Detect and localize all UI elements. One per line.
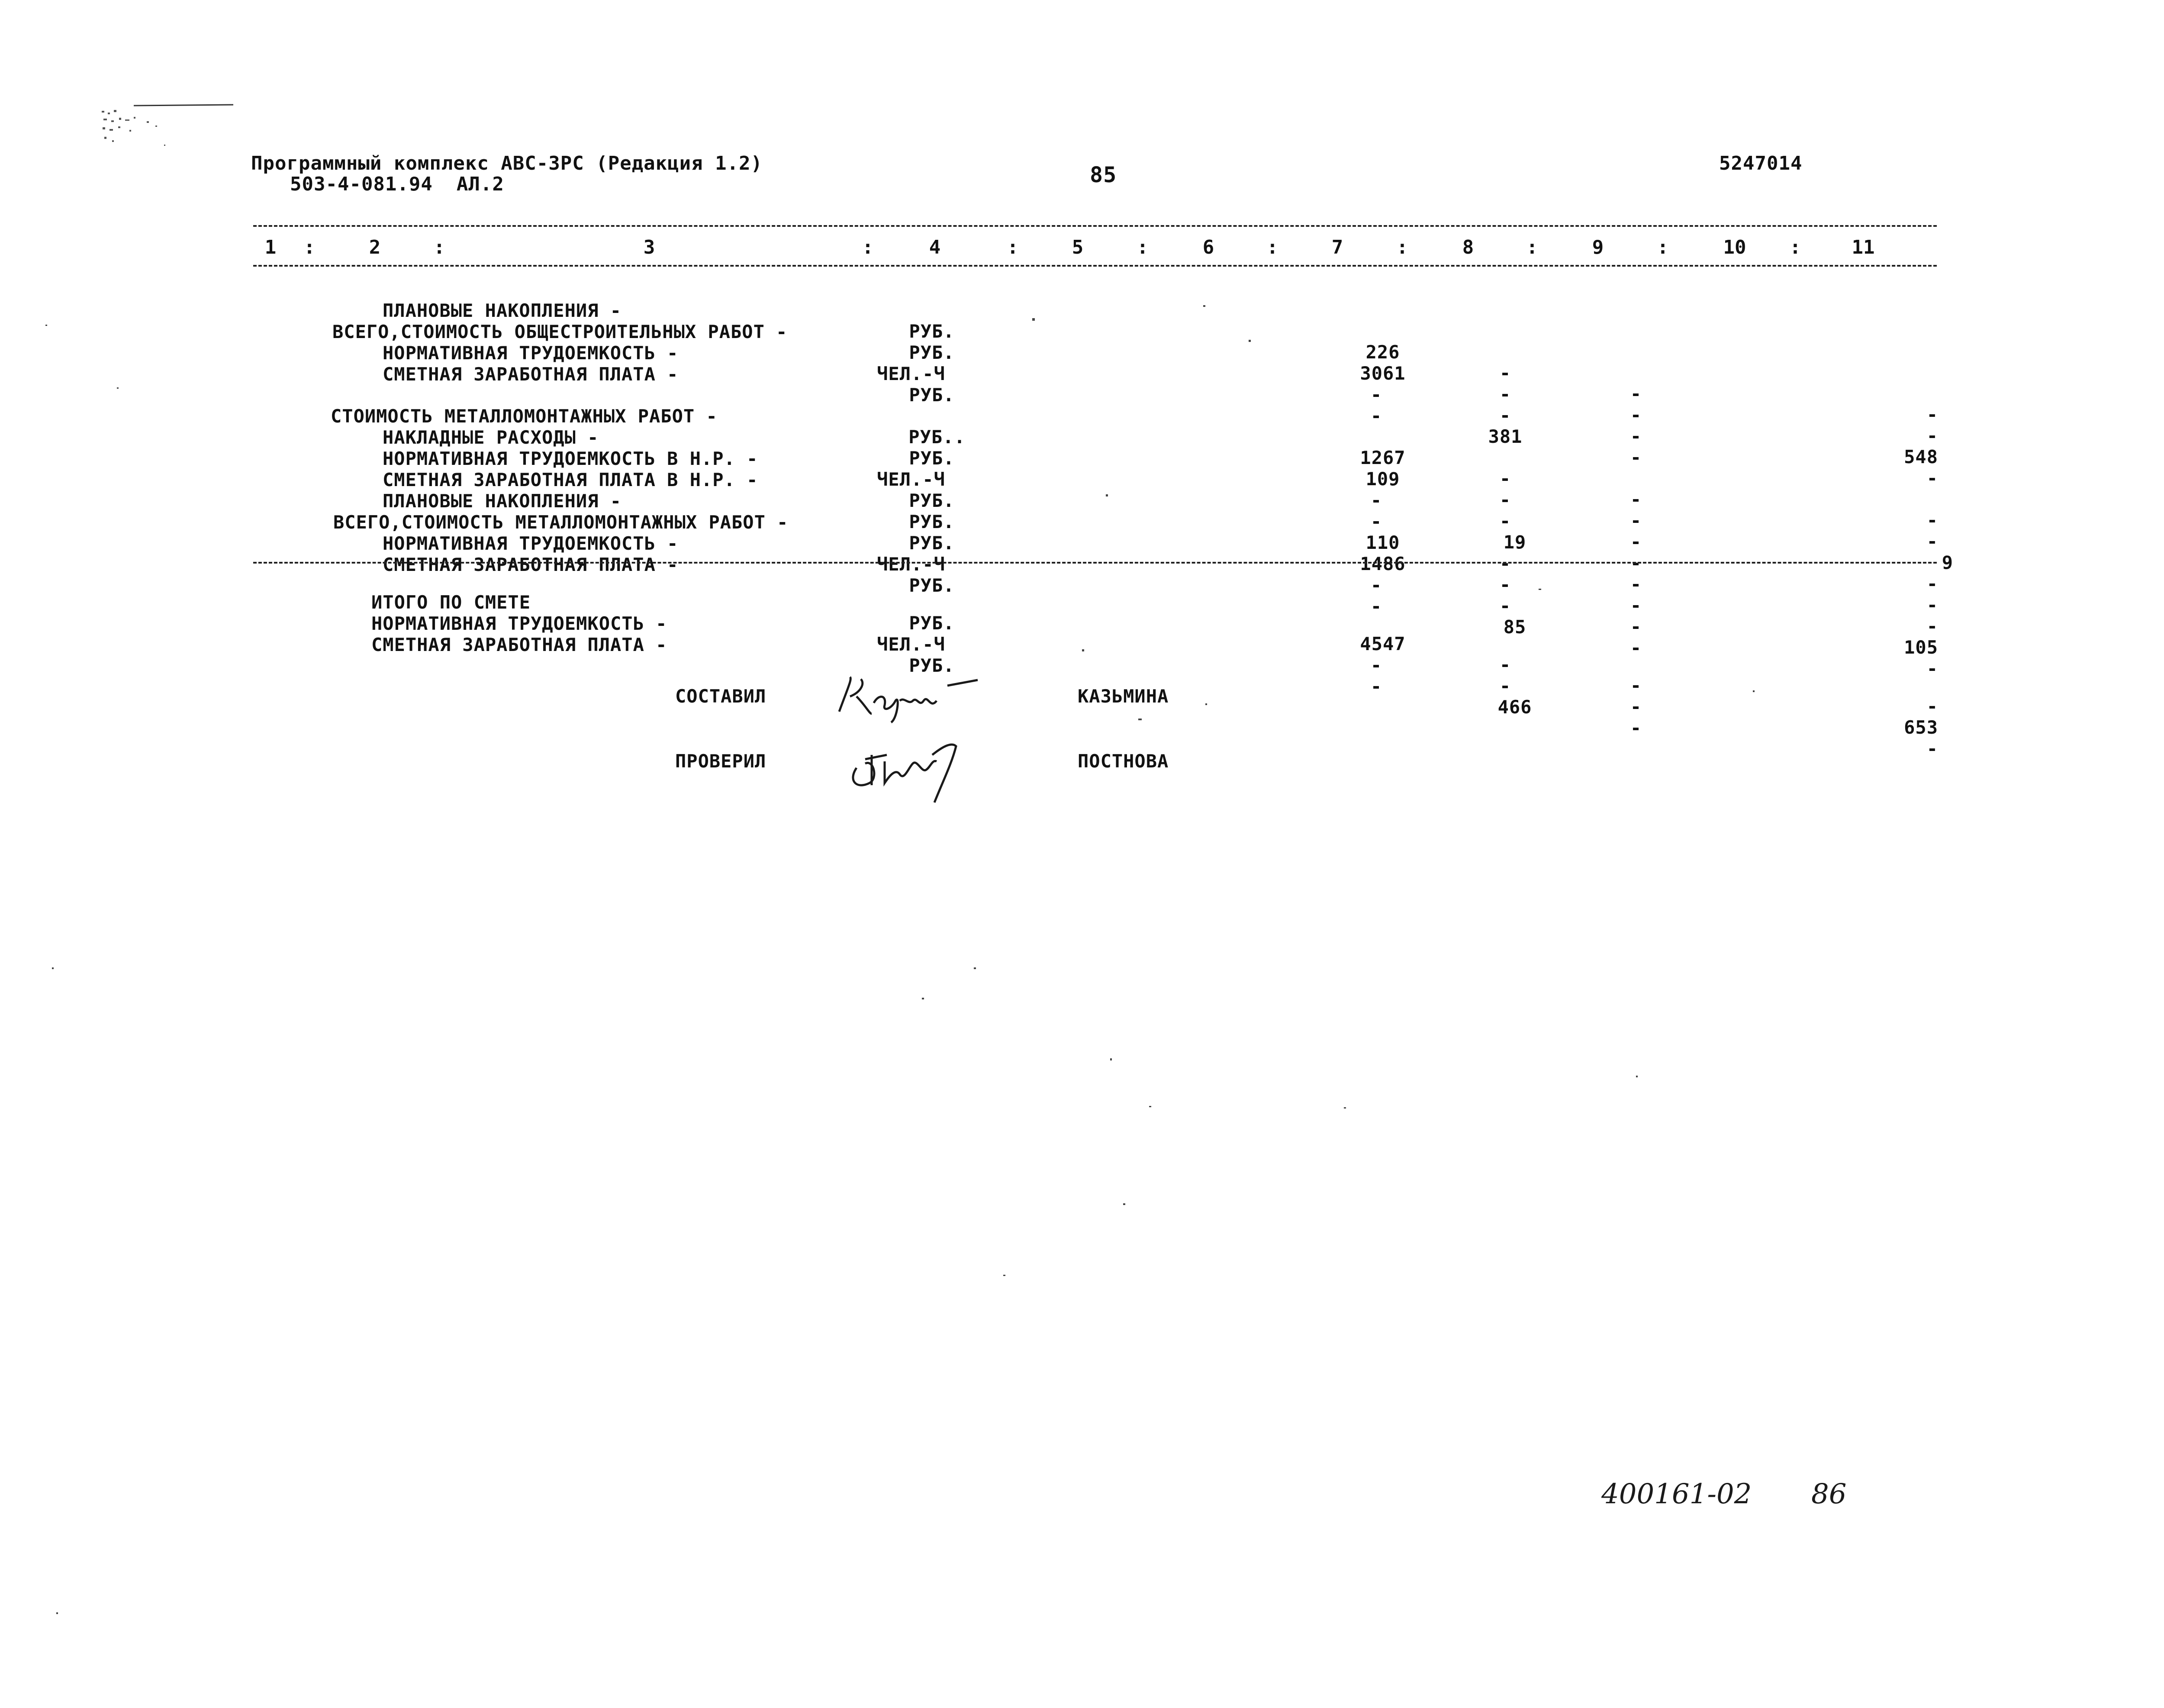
cell-col7: - [1370, 596, 1382, 617]
cell-col8: 85 [1503, 616, 1526, 638]
cell-col8: 19 [1503, 532, 1526, 553]
cell-col9: - [1630, 637, 1642, 658]
cell-col8: - [1499, 654, 1511, 675]
col-num-6: 6 [1202, 236, 1214, 258]
signature-checked-role: ПРОВЕРИЛ [675, 751, 766, 772]
cell-col7: - [1370, 490, 1382, 511]
document-code: 5247014 [1719, 152, 1803, 174]
row-label: ВСЕГО,СТОИМОСТЬ МЕТАЛЛОМОНТАЖНЫХ РАБОТ - [333, 512, 789, 533]
cell-col11: - [1926, 616, 1938, 637]
row-unit: ЧЕЛ.-Ч [877, 469, 945, 490]
row-unit: РУБ. [909, 532, 955, 554]
cell-col9: - [1630, 383, 1642, 404]
row-label: ВСЕГО,СТОИМОСТЬ ОБЩЕСТРОИТЕЛЬНЫХ РАБОТ - [332, 321, 788, 342]
cell-col7: 1267 [1360, 447, 1406, 468]
cell-col11: - [1926, 594, 1938, 616]
signature-checked-name: ПОСТНОВА [1078, 751, 1169, 772]
handwritten-page: 86 [1811, 1478, 1847, 1510]
row-label: НОРМАТИВНАЯ ТРУДОЕМКОСТЬ - [371, 613, 667, 634]
cell-col9: - [1630, 531, 1642, 552]
cell-col8: - [1499, 405, 1511, 426]
col-num-10: 10 [1723, 236, 1746, 258]
cell-col8: - [1499, 574, 1511, 595]
row-unit: РУБ. [909, 655, 955, 676]
cell-col11: - [1926, 531, 1938, 552]
cell-col9: - [1630, 552, 1642, 574]
page-number: 85 [1090, 162, 1117, 187]
rule-before-total [253, 562, 1937, 564]
rule-top [253, 225, 1937, 227]
row-label: НОРМАТИВНАЯ ТРУДОЕМКОСТЬ - [383, 342, 679, 364]
cell-col7: - [1370, 384, 1382, 405]
row-unit: РУБ. [909, 342, 955, 363]
row-unit: РУБ. [909, 575, 955, 596]
cell-col7: 226 [1365, 342, 1400, 363]
col-num-1: 1 [264, 236, 277, 258]
row-unit: ЧЕЛ.-Ч [877, 363, 945, 384]
row-label: СМЕТНАЯ ЗАРАБОТНАЯ ПЛАТА - [371, 634, 667, 655]
col-sep: : [1137, 236, 1149, 258]
cell-col8: 466 [1497, 696, 1532, 718]
row-label: НОРМАТИВНАЯ ТРУДОЕМКОСТЬ В Н.Р. - [383, 448, 758, 469]
cell-col8: - [1499, 510, 1511, 532]
cell-col11: - [1926, 573, 1938, 594]
cell-col7: 1486 [1360, 553, 1406, 574]
col-sep: : [1657, 236, 1669, 258]
cell-col9: - [1630, 595, 1642, 616]
cell-col7: 4547 [1360, 633, 1406, 654]
cell-col9: - [1630, 447, 1642, 468]
row-unit: РУБ. [909, 321, 955, 342]
cell-col7: - [1370, 405, 1382, 426]
cell-col11: 548 [1904, 446, 1938, 467]
cell-col11: - [1926, 696, 1938, 717]
col-num-4: 4 [929, 236, 941, 258]
col-num-5: 5 [1072, 236, 1084, 258]
cell-col9: - [1630, 675, 1642, 696]
col-sep: : [433, 236, 445, 258]
cell-col8: - [1499, 489, 1511, 510]
cell-col9: - [1630, 616, 1642, 637]
cell-col7: 109 [1365, 468, 1400, 490]
signature-compiled-scribble [822, 662, 978, 719]
row-unit: РУБ. [909, 448, 955, 469]
cell-col11: 9 [1942, 552, 1953, 573]
col-num-2: 2 [369, 236, 381, 258]
cell-col8: - [1499, 468, 1511, 489]
col-sep: : [303, 236, 316, 258]
signature-checked-scribble [831, 721, 969, 799]
rule-under-header [253, 265, 1937, 267]
row-unit: РУБ. [909, 490, 955, 511]
project-code: 503-4-081.94 АЛ.2 [290, 173, 504, 195]
cell-col9: - [1630, 717, 1642, 738]
cell-col8: - [1499, 675, 1511, 696]
row-unit: РУБ.. [908, 426, 966, 448]
cell-col8: - [1499, 362, 1511, 383]
col-sep: : [1266, 236, 1278, 258]
cell-col9: - [1630, 425, 1642, 447]
cell-col11: - [1926, 404, 1938, 425]
cell-col7: 3061 [1360, 363, 1406, 384]
cell-col11: 105 [1904, 637, 1938, 658]
row-unit: РУБ. [909, 612, 955, 634]
col-num-3: 3 [643, 236, 655, 258]
col-sep: : [1007, 236, 1019, 258]
cell-col9: - [1630, 489, 1642, 510]
cell-col7: 110 [1365, 532, 1400, 553]
col-num-9: 9 [1592, 236, 1604, 258]
cell-col9: - [1630, 404, 1642, 425]
row-label: ИТОГО ПО СМЕТЕ [371, 592, 531, 613]
cell-col7: - [1370, 574, 1382, 596]
cell-col11: 653 [1904, 717, 1938, 738]
signature-compiled-name: КАЗЬМИНА [1078, 686, 1169, 707]
cell-col8: - [1499, 383, 1511, 405]
row-label: СТОИМОСТЬ МЕТАЛЛОМОНТАЖНЫХ РАБОТ - [331, 406, 718, 427]
row-label: СМЕТНАЯ ЗАРАБОТНАЯ ПЛАТА - [383, 554, 679, 575]
cell-col8: - [1499, 595, 1511, 616]
cell-col7: - [1370, 654, 1382, 676]
col-sep: : [1396, 236, 1408, 258]
col-num-8: 8 [1462, 236, 1474, 258]
cell-col9: - [1630, 574, 1642, 595]
col-sep: : [1526, 236, 1538, 258]
cell-col7: - [1370, 511, 1382, 532]
cell-col11: - [1926, 658, 1938, 679]
cell-col7: - [1370, 676, 1382, 697]
row-unit: РУБ. [909, 511, 955, 532]
handwritten-code: 400161-02 [1601, 1478, 1752, 1510]
cell-col11: - [1926, 467, 1938, 489]
signature-compiled-role: СОСТАВИЛ [675, 686, 766, 707]
scan-artifact [91, 93, 229, 149]
cell-col11: - [1926, 509, 1938, 531]
row-label: ПЛАНОВЫЕ НАКОПЛЕНИЯ - [383, 490, 622, 512]
row-unit: ЧЕЛ.-Ч [877, 554, 945, 575]
row-label: ПЛАНОВЫЕ НАКОПЛЕНИЯ - [383, 300, 622, 321]
cell-col11: - [1926, 425, 1938, 446]
row-label: НАКЛАДНЫЕ РАСХОДЫ - [383, 427, 599, 448]
row-label: НОРМАТИВНАЯ ТРУДОЕМКОСТЬ - [383, 533, 679, 554]
cell-col11: - [1926, 738, 1938, 759]
cell-col8: 381 [1488, 426, 1523, 447]
col-num-7: 7 [1331, 236, 1343, 258]
row-unit: РУБ. [909, 384, 955, 406]
col-sep: : [1789, 236, 1801, 258]
program-title: Программный комплекс АВС-3РС (Редакция 1.2) [251, 152, 763, 174]
row-label: СМЕТНАЯ ЗАРАБОТНАЯ ПЛАТА - [383, 364, 679, 385]
cell-col9: - [1630, 510, 1642, 531]
col-num-11: 11 [1852, 236, 1875, 258]
row-unit: ЧЕЛ.-Ч [877, 634, 945, 655]
cell-col8: - [1499, 553, 1511, 574]
cell-col9: - [1630, 696, 1642, 717]
row-label: СМЕТНАЯ ЗАРАБОТНАЯ ПЛАТА В Н.Р. - [383, 469, 758, 490]
col-sep: : [862, 236, 874, 258]
